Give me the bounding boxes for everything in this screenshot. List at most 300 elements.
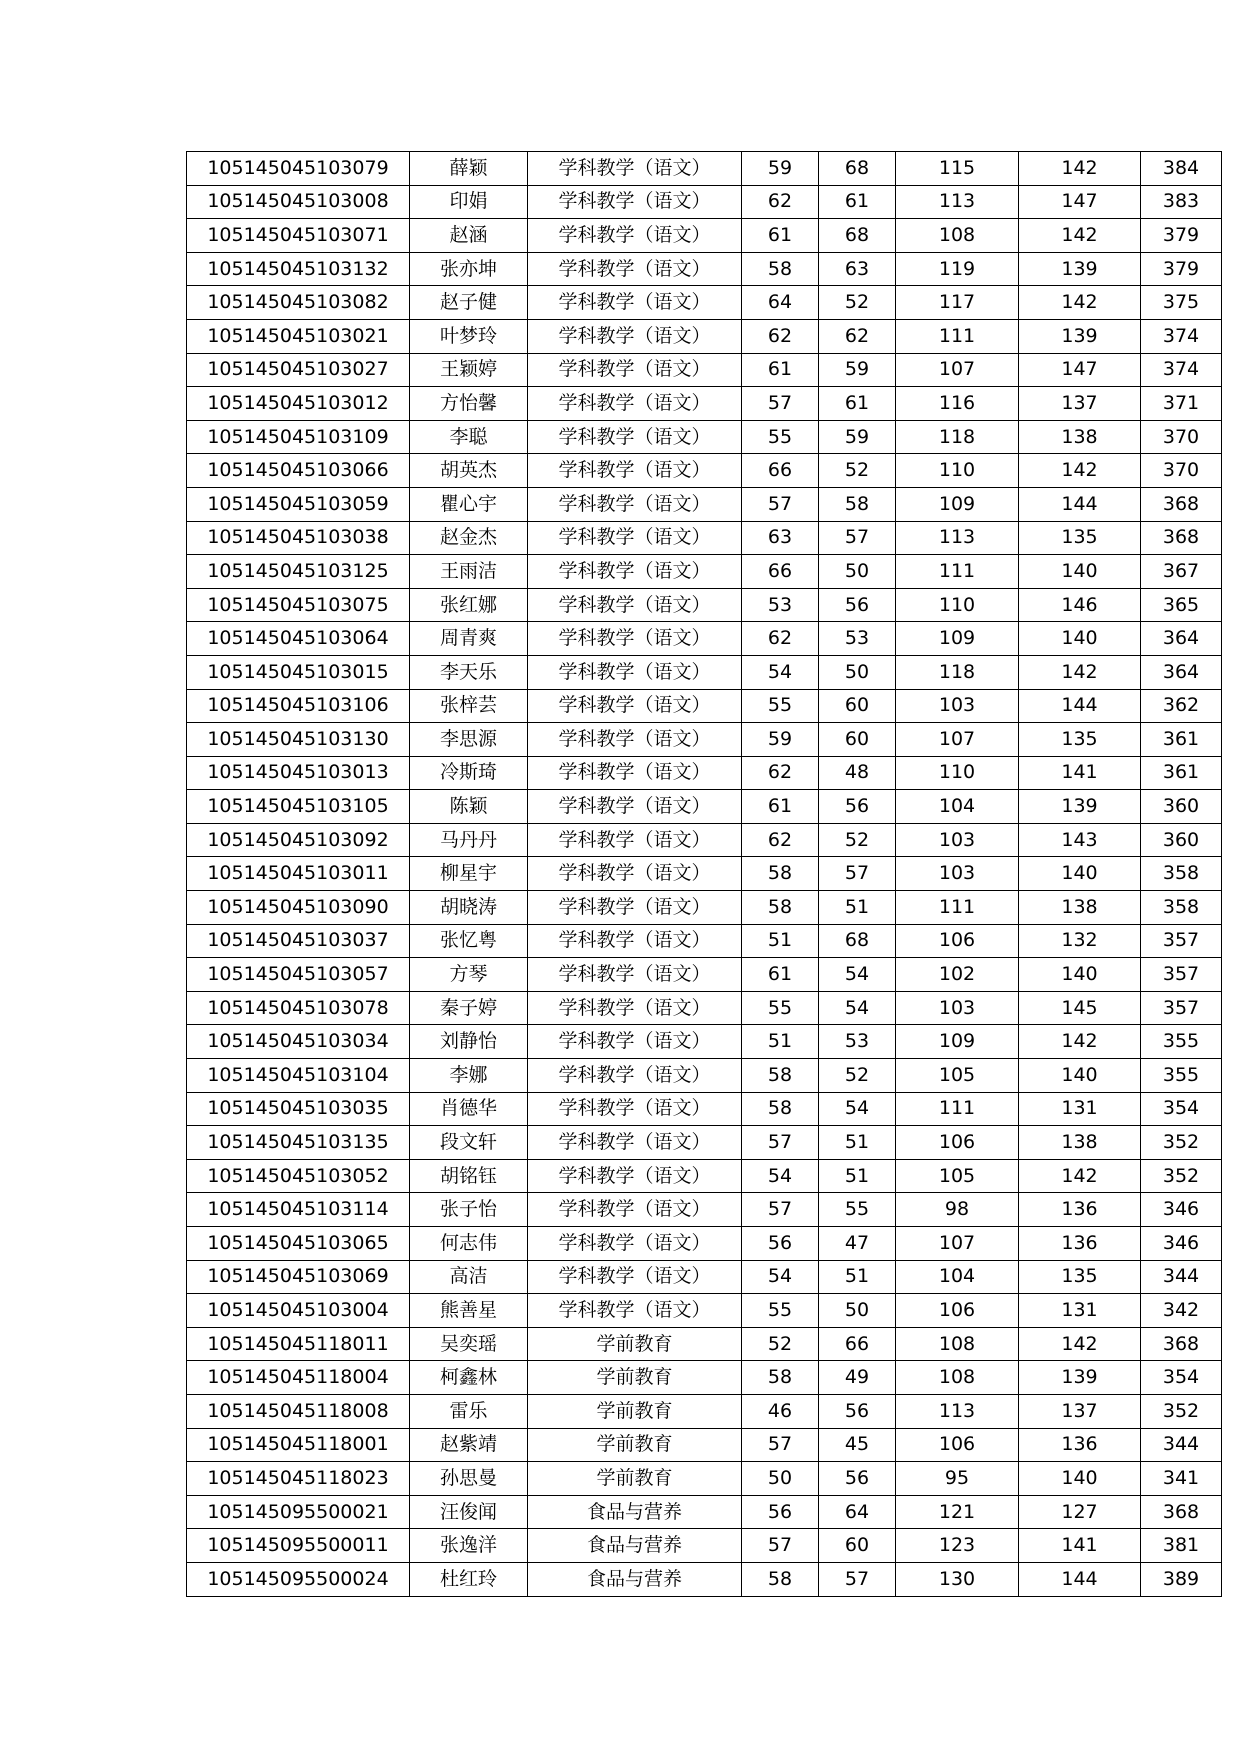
table-row — [187, 219, 1222, 253]
name-cell: 赵子健 — [410, 286, 528, 320]
subject2-score-cell: 145 — [1019, 991, 1141, 1025]
name-cell: 周青爽 — [410, 622, 528, 656]
subject1-score-cell: 111 — [896, 319, 1019, 353]
name-cell: 吴奕瑶 — [410, 1327, 528, 1361]
politics-score-cell: 63 — [742, 521, 819, 555]
politics-score-cell: 55 — [742, 689, 819, 723]
politics-score-cell: 57 — [742, 1193, 819, 1227]
name-cell: 秦子婷 — [410, 991, 528, 1025]
total-score-cell: 368 — [1141, 1495, 1222, 1529]
total-score-cell: 355 — [1141, 1059, 1222, 1093]
candidate-id-cell: 105145045103008 — [187, 185, 410, 219]
candidate-id-cell: 105145045118001 — [187, 1428, 410, 1462]
politics-score-cell: 64 — [742, 286, 819, 320]
subject2-score-cell: 140 — [1019, 958, 1141, 992]
candidate-id-cell: 105145045103130 — [187, 723, 410, 757]
candidate-id-cell: 105145045103125 — [187, 555, 410, 589]
candidate-id-cell: 105145045103090 — [187, 891, 410, 925]
major-cell: 食品与营养 — [528, 1529, 742, 1563]
table-row — [187, 1159, 1222, 1193]
candidate-id-cell: 105145045103069 — [187, 1260, 410, 1294]
subject1-score-cell: 107 — [896, 723, 1019, 757]
politics-score-cell: 52 — [742, 1327, 819, 1361]
major-cell: 学科教学（语文） — [528, 319, 742, 353]
subject2-score-cell: 140 — [1019, 622, 1141, 656]
candidate-id-cell: 105145045103105 — [187, 790, 410, 824]
foreign-language-score-cell: 60 — [819, 689, 896, 723]
foreign-language-score-cell: 64 — [819, 1495, 896, 1529]
major-cell: 学科教学（语文） — [528, 622, 742, 656]
table-row — [187, 1327, 1222, 1361]
name-cell: 方怡馨 — [410, 387, 528, 421]
table-row — [187, 588, 1222, 622]
candidate-id-cell: 105145045103027 — [187, 353, 410, 387]
major-cell: 学科教学（语文） — [528, 185, 742, 219]
total-score-cell: 352 — [1141, 1126, 1222, 1160]
politics-score-cell: 55 — [742, 1294, 819, 1328]
major-cell: 学科教学（语文） — [528, 1294, 742, 1328]
major-cell: 学科教学（语文） — [528, 1025, 742, 1059]
major-cell: 学科教学（语文） — [528, 454, 742, 488]
politics-score-cell: 61 — [742, 958, 819, 992]
name-cell: 张亦坤 — [410, 252, 528, 286]
table-row — [187, 185, 1222, 219]
subject2-score-cell: 131 — [1019, 1092, 1141, 1126]
total-score-cell: 375 — [1141, 286, 1222, 320]
candidate-id-cell: 105145045103109 — [187, 420, 410, 454]
table-row — [187, 1394, 1222, 1428]
subject1-score-cell: 130 — [896, 1562, 1019, 1596]
name-cell: 汪俊闻 — [410, 1495, 528, 1529]
name-cell: 赵紫靖 — [410, 1428, 528, 1462]
major-cell: 学科教学（语文） — [528, 152, 742, 186]
foreign-language-score-cell: 56 — [819, 790, 896, 824]
subject2-score-cell: 142 — [1019, 286, 1141, 320]
total-score-cell: 368 — [1141, 487, 1222, 521]
subject2-score-cell: 136 — [1019, 1193, 1141, 1227]
candidate-id-cell: 105145045103071 — [187, 219, 410, 253]
politics-score-cell: 62 — [742, 756, 819, 790]
major-cell: 学科教学（语文） — [528, 689, 742, 723]
table-row — [187, 857, 1222, 891]
name-cell: 陈颖 — [410, 790, 528, 824]
candidate-id-cell: 105145045103059 — [187, 487, 410, 521]
total-score-cell: 364 — [1141, 622, 1222, 656]
table-row — [187, 487, 1222, 521]
politics-score-cell: 58 — [742, 1562, 819, 1596]
table-row — [187, 521, 1222, 555]
name-cell: 张逸洋 — [410, 1529, 528, 1563]
foreign-language-score-cell: 68 — [819, 924, 896, 958]
subject1-score-cell: 102 — [896, 958, 1019, 992]
subject1-score-cell: 113 — [896, 521, 1019, 555]
major-cell: 学科教学（语文） — [528, 823, 742, 857]
candidate-id-cell: 105145045103037 — [187, 924, 410, 958]
foreign-language-score-cell: 66 — [819, 1327, 896, 1361]
foreign-language-score-cell: 63 — [819, 252, 896, 286]
foreign-language-score-cell: 57 — [819, 1562, 896, 1596]
candidate-id-cell: 105145045103013 — [187, 756, 410, 790]
politics-score-cell: 57 — [742, 487, 819, 521]
table-row — [187, 420, 1222, 454]
subject2-score-cell: 140 — [1019, 1059, 1141, 1093]
total-score-cell: 364 — [1141, 655, 1222, 689]
major-cell: 学科教学（语文） — [528, 924, 742, 958]
subject2-score-cell: 136 — [1019, 1428, 1141, 1462]
table-row — [187, 454, 1222, 488]
table-row — [187, 1529, 1222, 1563]
name-cell: 李娜 — [410, 1059, 528, 1093]
politics-score-cell: 61 — [742, 353, 819, 387]
foreign-language-score-cell: 54 — [819, 991, 896, 1025]
name-cell: 王颖婷 — [410, 353, 528, 387]
major-cell: 食品与营养 — [528, 1562, 742, 1596]
subject2-score-cell: 136 — [1019, 1227, 1141, 1261]
table-row — [187, 723, 1222, 757]
major-cell: 学科教学（语文） — [528, 723, 742, 757]
subject2-score-cell: 141 — [1019, 756, 1141, 790]
major-cell: 学科教学（语文） — [528, 1159, 742, 1193]
subject2-score-cell: 139 — [1019, 1361, 1141, 1395]
name-cell: 李思源 — [410, 723, 528, 757]
foreign-language-score-cell: 68 — [819, 152, 896, 186]
subject1-score-cell: 109 — [896, 622, 1019, 656]
subject2-score-cell: 147 — [1019, 353, 1141, 387]
candidate-id-cell: 105145095500024 — [187, 1562, 410, 1596]
subject2-score-cell: 142 — [1019, 1327, 1141, 1361]
subject2-score-cell: 140 — [1019, 857, 1141, 891]
subject1-score-cell: 121 — [896, 1495, 1019, 1529]
foreign-language-score-cell: 54 — [819, 958, 896, 992]
major-cell: 学科教学（语文） — [528, 1193, 742, 1227]
name-cell: 马丹丹 — [410, 823, 528, 857]
candidate-id-cell: 105145045103012 — [187, 387, 410, 421]
subject2-score-cell: 135 — [1019, 723, 1141, 757]
major-cell: 学科教学（语文） — [528, 353, 742, 387]
foreign-language-score-cell: 49 — [819, 1361, 896, 1395]
total-score-cell: 361 — [1141, 756, 1222, 790]
politics-score-cell: 66 — [742, 454, 819, 488]
candidate-id-cell: 105145045118023 — [187, 1462, 410, 1496]
subject2-score-cell: 144 — [1019, 487, 1141, 521]
table-row — [187, 353, 1222, 387]
total-score-cell: 371 — [1141, 387, 1222, 421]
major-cell: 学科教学（语文） — [528, 588, 742, 622]
foreign-language-score-cell: 62 — [819, 319, 896, 353]
politics-score-cell: 57 — [742, 1529, 819, 1563]
politics-score-cell: 58 — [742, 252, 819, 286]
foreign-language-score-cell: 52 — [819, 454, 896, 488]
table-row — [187, 1227, 1222, 1261]
table-row — [187, 319, 1222, 353]
candidate-id-cell: 105145045103011 — [187, 857, 410, 891]
candidate-id-cell: 105145045118008 — [187, 1394, 410, 1428]
major-cell: 学科教学（语文） — [528, 420, 742, 454]
politics-score-cell: 62 — [742, 319, 819, 353]
subject1-score-cell: 117 — [896, 286, 1019, 320]
major-cell: 学科教学（语文） — [528, 286, 742, 320]
candidate-id-cell: 105145045103064 — [187, 622, 410, 656]
table-row — [187, 555, 1222, 589]
candidate-id-cell: 105145045103066 — [187, 454, 410, 488]
name-cell: 张红娜 — [410, 588, 528, 622]
major-cell: 学科教学（语文） — [528, 655, 742, 689]
subject2-score-cell: 142 — [1019, 1025, 1141, 1059]
table-row — [187, 622, 1222, 656]
name-cell: 刘静怡 — [410, 1025, 528, 1059]
subject1-score-cell: 111 — [896, 891, 1019, 925]
politics-score-cell: 58 — [742, 1059, 819, 1093]
subject1-score-cell: 119 — [896, 252, 1019, 286]
politics-score-cell: 55 — [742, 420, 819, 454]
total-score-cell: 370 — [1141, 454, 1222, 488]
politics-score-cell: 57 — [742, 1428, 819, 1462]
politics-score-cell: 61 — [742, 219, 819, 253]
foreign-language-score-cell: 50 — [819, 655, 896, 689]
name-cell: 张忆粤 — [410, 924, 528, 958]
total-score-cell: 342 — [1141, 1294, 1222, 1328]
table-row — [187, 1260, 1222, 1294]
candidate-id-cell: 105145045103015 — [187, 655, 410, 689]
total-score-cell: 367 — [1141, 555, 1222, 589]
subject1-score-cell: 106 — [896, 924, 1019, 958]
major-cell: 学科教学（语文） — [528, 991, 742, 1025]
total-score-cell: 368 — [1141, 1327, 1222, 1361]
table-row — [187, 1025, 1222, 1059]
subject1-score-cell: 109 — [896, 1025, 1019, 1059]
major-cell: 学前教育 — [528, 1394, 742, 1428]
politics-score-cell: 58 — [742, 891, 819, 925]
subject2-score-cell: 132 — [1019, 924, 1141, 958]
candidate-id-cell: 105145045118004 — [187, 1361, 410, 1395]
foreign-language-score-cell: 55 — [819, 1193, 896, 1227]
subject1-score-cell: 103 — [896, 857, 1019, 891]
table-row — [187, 655, 1222, 689]
table-row — [187, 152, 1222, 186]
politics-score-cell: 61 — [742, 790, 819, 824]
foreign-language-score-cell: 51 — [819, 891, 896, 925]
candidate-id-cell: 105145045103034 — [187, 1025, 410, 1059]
foreign-language-score-cell: 57 — [819, 857, 896, 891]
subject1-score-cell: 107 — [896, 1227, 1019, 1261]
subject2-score-cell: 144 — [1019, 689, 1141, 723]
total-score-cell: 381 — [1141, 1529, 1222, 1563]
table-row — [187, 1495, 1222, 1529]
subject1-score-cell: 98 — [896, 1193, 1019, 1227]
table-row — [187, 891, 1222, 925]
foreign-language-score-cell: 52 — [819, 823, 896, 857]
foreign-language-score-cell: 53 — [819, 1025, 896, 1059]
table-row — [187, 1059, 1222, 1093]
candidate-id-cell: 105145095500011 — [187, 1529, 410, 1563]
foreign-language-score-cell: 61 — [819, 387, 896, 421]
total-score-cell: 360 — [1141, 790, 1222, 824]
subject2-score-cell: 140 — [1019, 1462, 1141, 1496]
name-cell: 冷斯琦 — [410, 756, 528, 790]
name-cell: 高洁 — [410, 1260, 528, 1294]
subject1-score-cell: 103 — [896, 991, 1019, 1025]
foreign-language-score-cell: 56 — [819, 1394, 896, 1428]
total-score-cell: 370 — [1141, 420, 1222, 454]
subject1-score-cell: 111 — [896, 555, 1019, 589]
total-score-cell: 358 — [1141, 857, 1222, 891]
foreign-language-score-cell: 61 — [819, 185, 896, 219]
name-cell: 叶梦玲 — [410, 319, 528, 353]
name-cell: 肖德华 — [410, 1092, 528, 1126]
major-cell: 学科教学（语文） — [528, 252, 742, 286]
politics-score-cell: 53 — [742, 588, 819, 622]
subject2-score-cell: 142 — [1019, 152, 1141, 186]
subject1-score-cell: 118 — [896, 420, 1019, 454]
total-score-cell: 379 — [1141, 219, 1222, 253]
major-cell: 学科教学（语文） — [528, 1092, 742, 1126]
major-cell: 学前教育 — [528, 1428, 742, 1462]
name-cell: 何志伟 — [410, 1227, 528, 1261]
name-cell: 柯鑫林 — [410, 1361, 528, 1395]
table-row — [187, 1294, 1222, 1328]
major-cell: 学科教学（语文） — [528, 387, 742, 421]
candidate-id-cell: 105145045103132 — [187, 252, 410, 286]
major-cell: 学科教学（语文） — [528, 756, 742, 790]
major-cell: 学科教学（语文） — [528, 219, 742, 253]
politics-score-cell: 51 — [742, 1025, 819, 1059]
table-row — [187, 689, 1222, 723]
politics-score-cell: 62 — [742, 185, 819, 219]
table-row — [187, 252, 1222, 286]
foreign-language-score-cell: 51 — [819, 1126, 896, 1160]
table-row — [187, 387, 1222, 421]
total-score-cell: 354 — [1141, 1361, 1222, 1395]
table-row — [187, 1562, 1222, 1596]
subject2-score-cell: 142 — [1019, 219, 1141, 253]
foreign-language-score-cell: 53 — [819, 622, 896, 656]
total-score-cell: 352 — [1141, 1159, 1222, 1193]
candidate-id-cell: 105145095500021 — [187, 1495, 410, 1529]
major-cell: 学前教育 — [528, 1327, 742, 1361]
major-cell: 学科教学（语文） — [528, 857, 742, 891]
table-row — [187, 1193, 1222, 1227]
subject1-score-cell: 113 — [896, 185, 1019, 219]
candidate-id-cell: 105145045118011 — [187, 1327, 410, 1361]
name-cell: 印娟 — [410, 185, 528, 219]
subject1-score-cell: 105 — [896, 1059, 1019, 1093]
subject1-score-cell: 110 — [896, 756, 1019, 790]
subject1-score-cell: 107 — [896, 353, 1019, 387]
total-score-cell: 355 — [1141, 1025, 1222, 1059]
subject1-score-cell: 106 — [896, 1428, 1019, 1462]
subject1-score-cell: 113 — [896, 1394, 1019, 1428]
subject2-score-cell: 143 — [1019, 823, 1141, 857]
foreign-language-score-cell: 54 — [819, 1092, 896, 1126]
name-cell: 王雨洁 — [410, 555, 528, 589]
politics-score-cell: 50 — [742, 1462, 819, 1496]
subject1-score-cell: 110 — [896, 454, 1019, 488]
major-cell: 学科教学（语文） — [528, 891, 742, 925]
name-cell: 胡晓涛 — [410, 891, 528, 925]
name-cell: 胡铭钰 — [410, 1159, 528, 1193]
total-score-cell: 358 — [1141, 891, 1222, 925]
candidate-id-cell: 105145045103104 — [187, 1059, 410, 1093]
name-cell: 赵涵 — [410, 219, 528, 253]
subject1-score-cell: 111 — [896, 1092, 1019, 1126]
politics-score-cell: 58 — [742, 1092, 819, 1126]
subject2-score-cell: 141 — [1019, 1529, 1141, 1563]
major-cell: 学科教学（语文） — [528, 1126, 742, 1160]
politics-score-cell: 51 — [742, 924, 819, 958]
total-score-cell: 368 — [1141, 521, 1222, 555]
candidate-id-cell: 105145045103106 — [187, 689, 410, 723]
subject2-score-cell: 127 — [1019, 1495, 1141, 1529]
foreign-language-score-cell: 58 — [819, 487, 896, 521]
subject2-score-cell: 142 — [1019, 454, 1141, 488]
politics-score-cell: 54 — [742, 655, 819, 689]
subject1-score-cell: 110 — [896, 588, 1019, 622]
table-row — [187, 1462, 1222, 1496]
subject2-score-cell: 138 — [1019, 420, 1141, 454]
subject1-score-cell: 104 — [896, 1260, 1019, 1294]
subject1-score-cell: 108 — [896, 1361, 1019, 1395]
subject2-score-cell: 139 — [1019, 319, 1141, 353]
candidate-id-cell: 105145045103079 — [187, 152, 410, 186]
foreign-language-score-cell: 59 — [819, 420, 896, 454]
name-cell: 瞿心宇 — [410, 487, 528, 521]
foreign-language-score-cell: 51 — [819, 1260, 896, 1294]
total-score-cell: 357 — [1141, 991, 1222, 1025]
name-cell: 张子怡 — [410, 1193, 528, 1227]
foreign-language-score-cell: 60 — [819, 1529, 896, 1563]
foreign-language-score-cell: 52 — [819, 286, 896, 320]
major-cell: 学科教学（语文） — [528, 790, 742, 824]
foreign-language-score-cell: 56 — [819, 1462, 896, 1496]
politics-score-cell: 58 — [742, 857, 819, 891]
total-score-cell: 360 — [1141, 823, 1222, 857]
major-cell: 学科教学（语文） — [528, 1227, 742, 1261]
subject2-score-cell: 139 — [1019, 790, 1141, 824]
total-score-cell: 346 — [1141, 1227, 1222, 1261]
table-row — [187, 1126, 1222, 1160]
name-cell: 李天乐 — [410, 655, 528, 689]
table-body — [187, 152, 1222, 1597]
candidate-id-cell: 105145045103035 — [187, 1092, 410, 1126]
table-row — [187, 1428, 1222, 1462]
foreign-language-score-cell: 50 — [819, 555, 896, 589]
major-cell: 学科教学（语文） — [528, 555, 742, 589]
foreign-language-score-cell: 56 — [819, 588, 896, 622]
subject1-score-cell: 115 — [896, 152, 1019, 186]
table-row — [187, 958, 1222, 992]
subject1-score-cell: 95 — [896, 1462, 1019, 1496]
subject2-score-cell: 142 — [1019, 655, 1141, 689]
name-cell: 李聪 — [410, 420, 528, 454]
candidate-id-cell: 105145045103021 — [187, 319, 410, 353]
subject2-score-cell: 135 — [1019, 521, 1141, 555]
subject1-score-cell: 118 — [896, 655, 1019, 689]
candidate-id-cell: 105145045103052 — [187, 1159, 410, 1193]
foreign-language-score-cell: 50 — [819, 1294, 896, 1328]
subject2-score-cell: 137 — [1019, 1394, 1141, 1428]
subject1-score-cell: 108 — [896, 1327, 1019, 1361]
total-score-cell: 341 — [1141, 1462, 1222, 1496]
politics-score-cell: 55 — [742, 991, 819, 1025]
name-cell: 张梓芸 — [410, 689, 528, 723]
candidate-id-cell: 105145045103135 — [187, 1126, 410, 1160]
total-score-cell: 346 — [1141, 1193, 1222, 1227]
subject2-score-cell: 135 — [1019, 1260, 1141, 1294]
foreign-language-score-cell: 45 — [819, 1428, 896, 1462]
subject1-score-cell: 105 — [896, 1159, 1019, 1193]
politics-score-cell: 54 — [742, 1260, 819, 1294]
total-score-cell: 354 — [1141, 1092, 1222, 1126]
